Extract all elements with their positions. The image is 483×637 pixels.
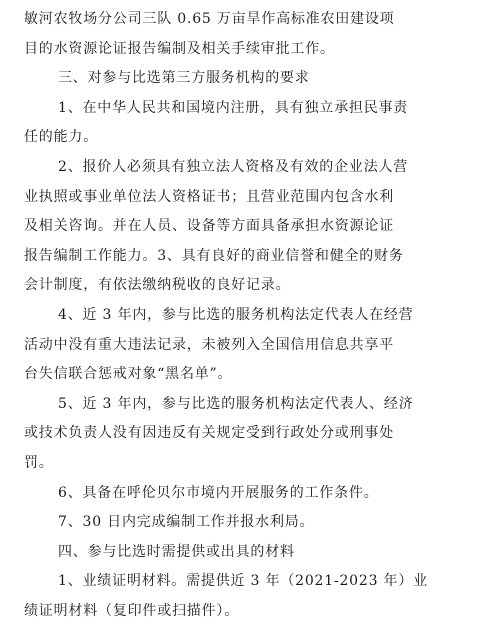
text-line: 及相关咨询。并在人员、设备等方面具备承担水资源论证: [24, 218, 394, 235]
text-line: 5、近 3 年内，参与比选的服务机构法定代表人、经济: [58, 395, 414, 412]
text-line: 7、30 日内完成编制工作并报水利局。: [58, 514, 315, 531]
text-line: 任的能力。: [24, 129, 98, 146]
text-line: 报告编制工作能力。3、具有良好的商业信誉和健全的财务: [24, 247, 404, 264]
text-line: 2、报价人必须具有独立法人资格及有效的企业法人营: [58, 159, 409, 175]
text-line: 1、在中华人民共和国境内注册，具有独立承担民事责: [58, 99, 409, 116]
text-line: 会计制度，有依法缴纳税收的良好记录。: [24, 277, 291, 294]
section-heading: 四、参与比选时需提供或出具的材料: [58, 543, 295, 560]
text-line: 目的水资源论证报告编制及相关手续审批工作。: [24, 40, 335, 57]
text-line: 4、近 3 年内，参与比选的服务机构法定代表人在经营: [58, 307, 414, 323]
text-line: 6、具备在呼伦贝尔市境内开展服务的工作条件。: [58, 484, 379, 501]
text-line: 或技术负责人没有因违反有关规定受到行政处分或刑事处: [24, 425, 394, 442]
text-line: 敏河农牧场分公司三队 0.65 万亩旱作高标准农田建设项: [24, 11, 395, 27]
section-heading: 三、对参与比选第三方服务机构的要求: [58, 70, 310, 87]
text-line: 活动中没有重大违法记录，未被列入全国信用信息共享平: [24, 336, 394, 353]
text-line: 罚。: [24, 455, 54, 471]
text-line: 绩证明材料（复印件或扫描件）。: [24, 603, 239, 619]
text-line: 业执照或事业单位法人资格证书；且营业范围内包含水利: [24, 188, 394, 205]
text-line: 1、业绩证明材料。需提供近 3 年（2021-2023 年）业: [58, 573, 428, 590]
text-line: 台失信联合惩戒对象“黑名单”。: [24, 366, 233, 383]
